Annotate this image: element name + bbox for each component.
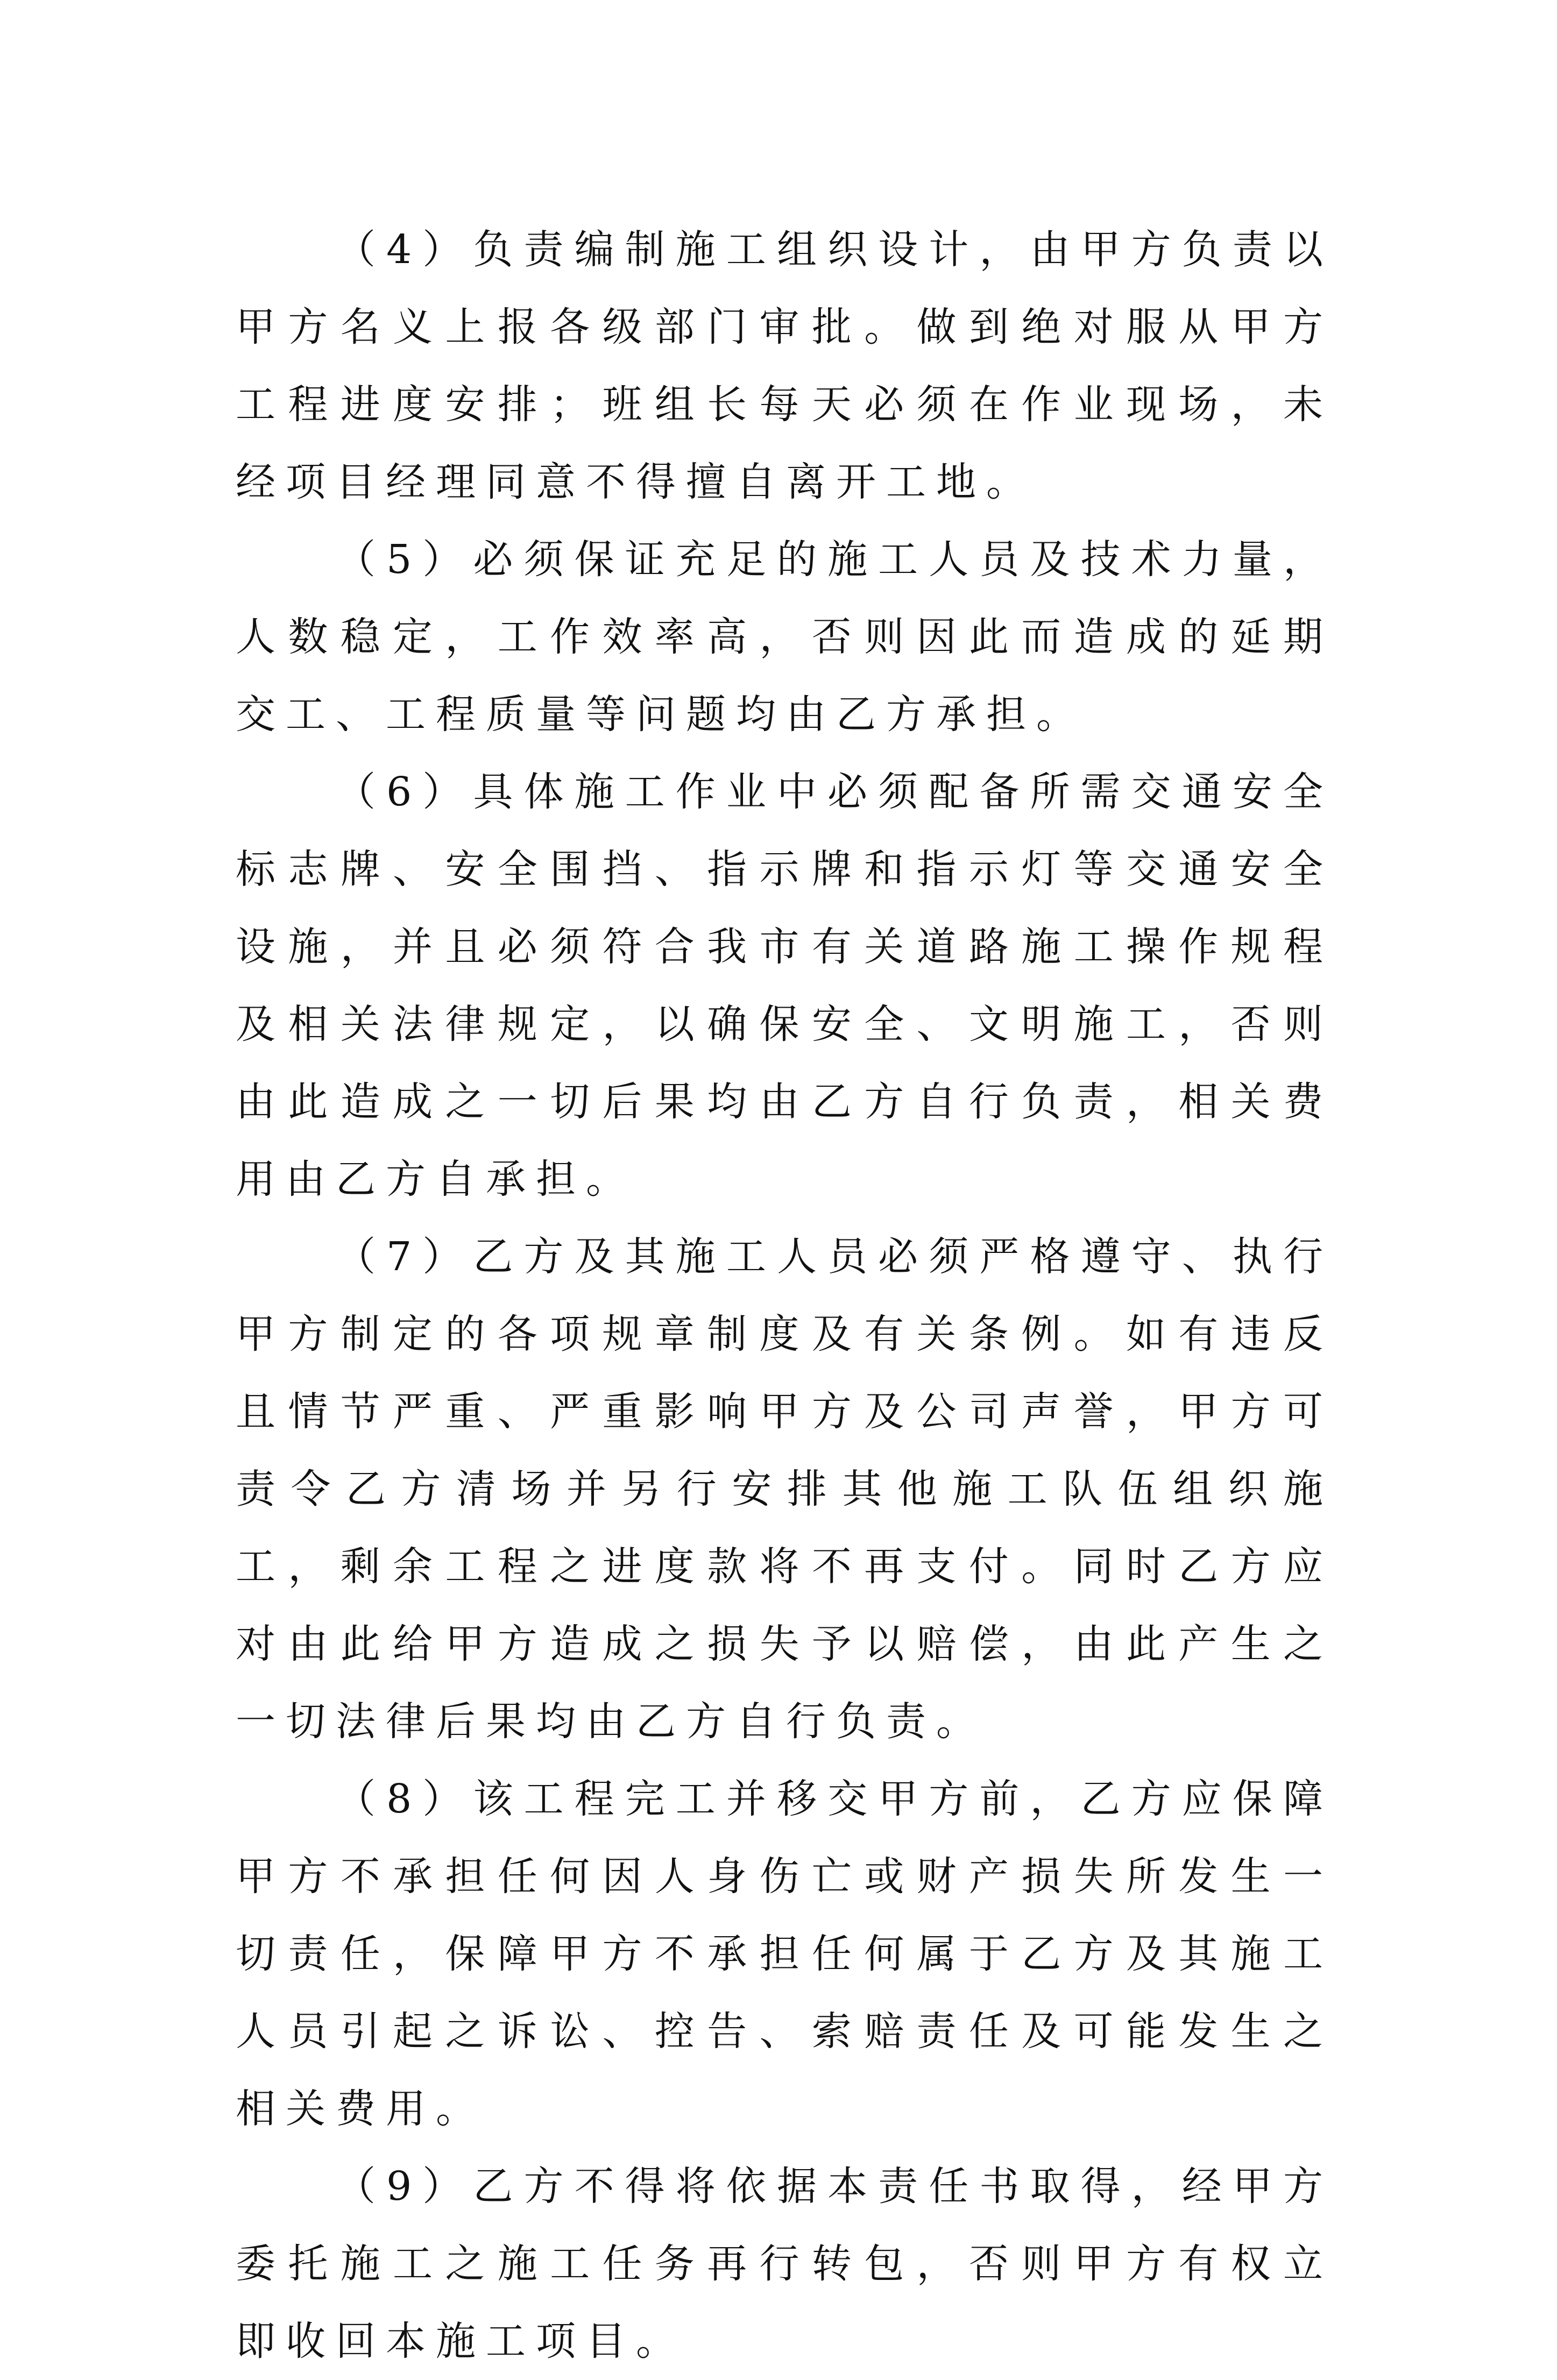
clause-6-paragraph: （6）具体施工作业中必须配备所需交通安全标志牌、安全围挡、指示牌和指示灯等交通安全设施，并且必须符合我市有关道路施工操作规程及相关法律规定，以确保安全、文明施工，否则由此造成之一切后果均由乙方自行负责，相关费用由乙方自承担。 [236,769,1333,1202]
clause-8-paragraph: （8）该工程完工并移交甲方前，乙方应保障甲方不承担任何因人身伤亡或财产损失所发生一切责任，保障甲方不承担任何属于乙方及其施工人员引起之诉讼、控告、索赔责任及可能发生之相关费用。 [236,1776,1333,2132]
clause-9-paragraph: （9）乙方不得将依据本责任书取得，经甲方委托施工之施工任务再行转包，否则甲方有权立即收回本施工项目。 [236,2163,1333,2364]
clause-4-paragraph: （4）负责编制施工组织设计，由甲方负责以甲方名义上报各级部门审批。做到绝对服从甲方工程进度安排；班组长每天必须在作业现场，未经项目经理同意不得擅自离开工地。 [236,226,1333,505]
clause-5-paragraph: （5）必须保证充足的施工人员及技术力量，人数稳定，工作效率高，否则因此而造成的延期交工、工程质量等问题均由乙方承担。 [236,536,1333,738]
document-body [236,211,1333,2380]
clause-7-paragraph: （7）乙方及其施工人员必须严格遵守、执行甲方制定的各项规章制度及有关条例。如有违反且情节严重、严重影响甲方及公司声誉，甲方可责令乙方清场并另行安排其他施工队伍组织施工，剩余工程之进度款将不再支付。同时乙方应对由此给甲方造成之损失予以赔偿，由此产生之一切法律后果均由乙方自行负责。 [236,1234,1333,1745]
